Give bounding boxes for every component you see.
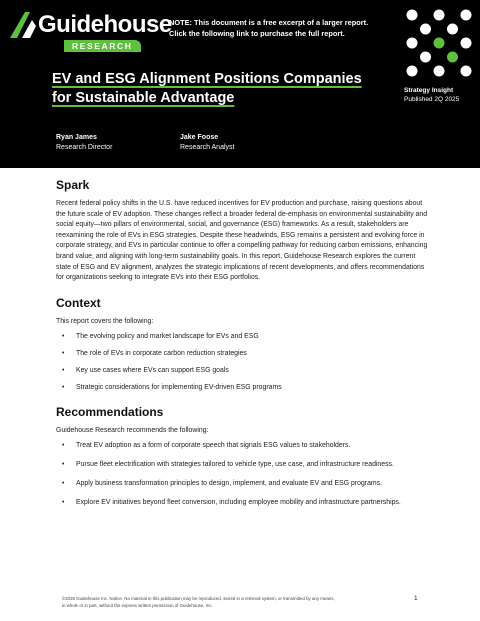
bullet-icon: • (62, 479, 65, 487)
list-item (56, 349, 428, 359)
brand-badge: RESEARCH (64, 40, 141, 52)
list-item-text: Apply business transformation principles to design, implement, and evaluate EV and ESG programs. (76, 479, 383, 487)
author-1 (56, 133, 112, 153)
list-item (56, 479, 428, 489)
author-role: Research Director (56, 144, 113, 151)
list-item (56, 498, 428, 508)
report-title-line-1: EV and ESG Alignment Positions Companies (52, 71, 362, 87)
page-number: 1 (414, 595, 418, 602)
spark-paragraph: Recent federal policy shifts in the U.S. have reduced incentives for EV production and purchase, raising questions about the future scale of EV adoption. These changes reflect a broader federal de-emphasis on environmental sustainability and social equity—two pillars of environmental, social, and governance (ESG) frameworks. As a result, stakeholders are reexamining the role of EVs in ESG strategies. Despite these headwinds, ESG remains a persistent and evolving force in corporate strategy, and EVs in particular continue to offer a compelling pathway for reducing carbon emissions, enhancing brand value, and aligning with long-term sustainability goals. In this report, Guidehouse Research explores the current state of ESG and EV alignment, analyzes the strategic implications of recent developments, and offers recommendations for organizations seeking to integrate EVs into their ESG portfolios. (56, 200, 428, 282)
brand-name: Guidehouse (38, 11, 172, 38)
report-title (52, 70, 362, 108)
report-title-line-2: for Sustainable Advantage (52, 90, 235, 106)
list-item (56, 332, 428, 342)
context-intro: This report covers the following: (56, 317, 154, 325)
author-2 (180, 133, 234, 153)
note-line-2[interactable]: Click the following link to purchase the full report. (169, 29, 345, 38)
note-line-1: NOTE: This document is a free excerpt of a larger report. (169, 18, 369, 27)
publish-date: Published 2Q 2025 (404, 96, 460, 103)
report-body (56, 178, 428, 520)
list-item-text: The role of EVs in corporate carbon reduction strategies (76, 349, 247, 357)
copyright-line-1: ©2025 Guidehouse Inc. Notice: No material in this publication may be reproduced, stored in a retrieval system, or transmitted by any means, (62, 596, 335, 601)
bullet-icon: • (62, 383, 65, 391)
bullet-icon: • (62, 349, 65, 357)
list-item-text: Strategic considerations for implementing EV-driven ESG programs (76, 383, 282, 391)
author-role: Research Analyst (180, 144, 235, 151)
recommendations-section (56, 405, 428, 508)
list-item-text: Pursue fleet electrification with strategies tailored to vehicle type, use case, and infrastructure readiness. (76, 460, 394, 468)
section-heading: Recommendations (56, 404, 164, 419)
excerpt-note[interactable] (169, 17, 368, 39)
section-heading: Spark (56, 178, 90, 192)
author-name: Ryan James (56, 134, 97, 141)
list-item-text: Explore EV initiatives beyond fleet conversion, including employee mobility and infrastructure partnerships. (76, 498, 401, 506)
bullet-icon: • (62, 332, 65, 340)
list-item-text: Treat EV adoption as a form of corporate speech that signals ESG values to stakeholders. (76, 441, 351, 449)
spark-section (56, 178, 428, 284)
bullet-icon: • (62, 498, 65, 506)
logo-mark-icon (8, 10, 38, 40)
copyright-line-2: in whole or in part, without the express written permission of Guidehouse, Inc. (62, 603, 213, 608)
author-name: Jake Foose (180, 134, 219, 141)
context-list (56, 332, 428, 393)
recommendations-intro: Guidehouse Research recommends the following: (56, 426, 209, 434)
copyright-notice (62, 595, 335, 609)
list-item-text: Key use cases where EVs can support ESG goals (76, 366, 229, 374)
dot-pattern-graphic (396, 6, 480, 82)
section-heading: Context (56, 295, 101, 310)
recommendations-list (56, 441, 428, 508)
list-item (56, 460, 428, 470)
bullet-icon: • (62, 366, 65, 374)
context-section (56, 296, 428, 393)
guidehouse-logo (8, 10, 172, 51)
list-item (56, 383, 428, 393)
report-header (0, 0, 480, 168)
list-item-text: The evolving policy and market landscape for EVs and ESG (76, 332, 259, 340)
list-item (56, 366, 428, 376)
list-item (56, 441, 428, 451)
bullet-icon: • (62, 460, 65, 468)
bullet-icon: • (62, 441, 65, 449)
report-type: Strategy Insight (404, 87, 454, 94)
